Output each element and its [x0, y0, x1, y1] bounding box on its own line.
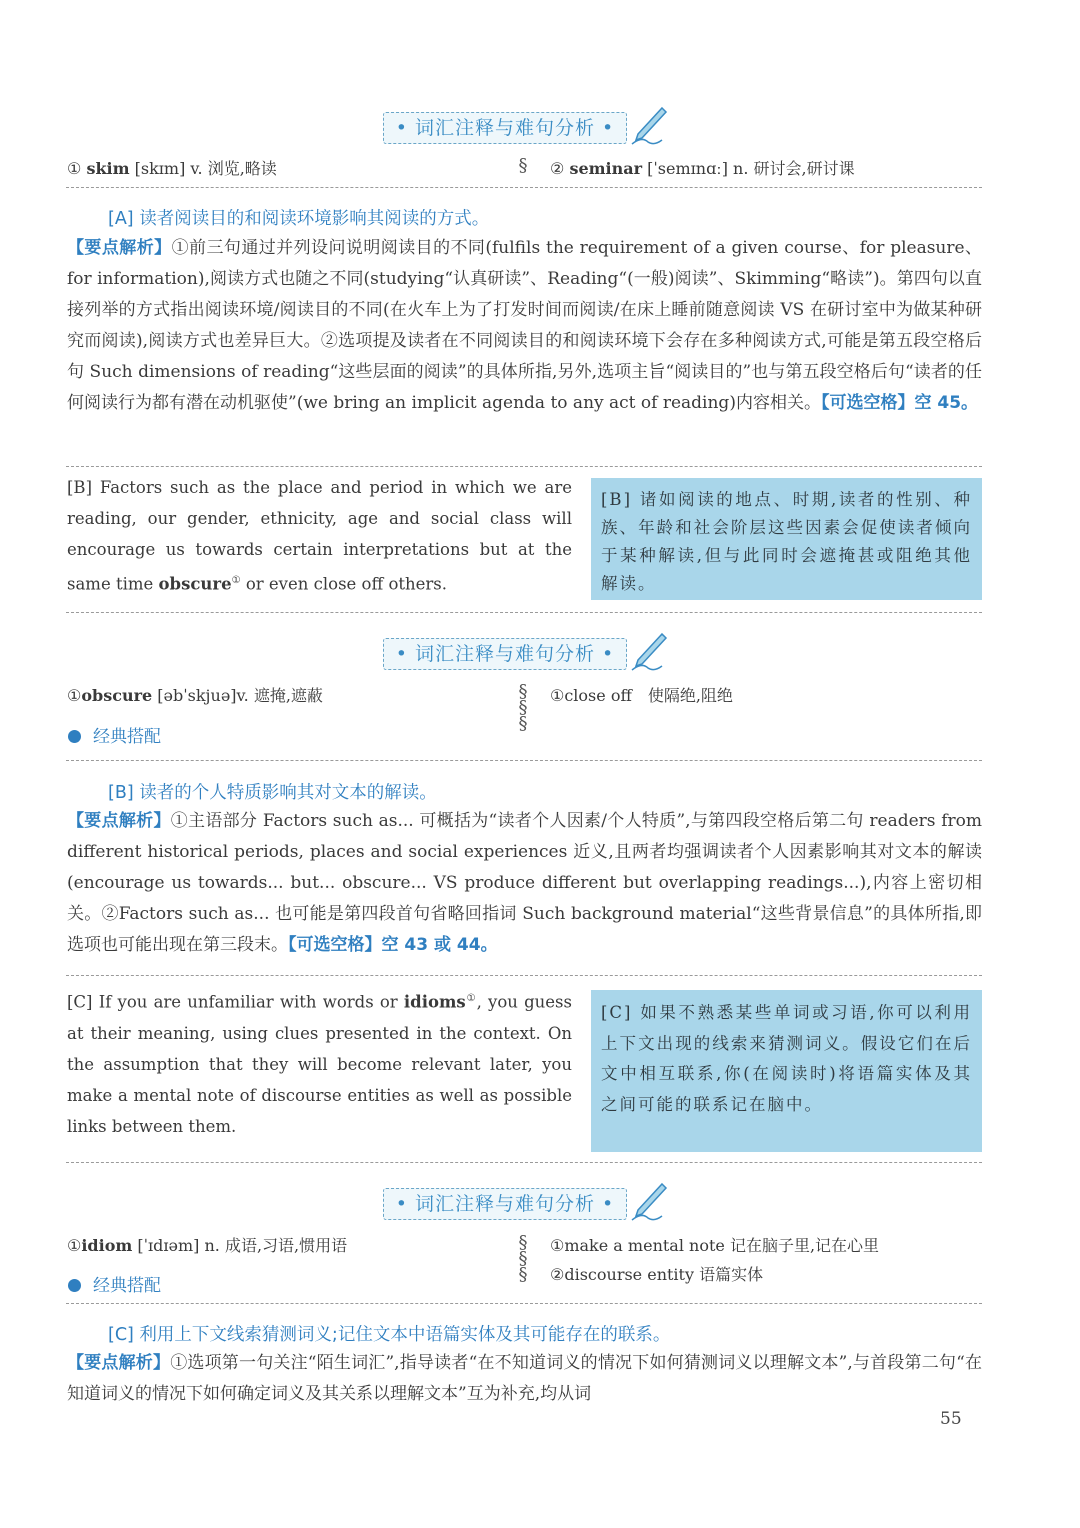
- squiggle-divider: § § §: [518, 1232, 528, 1285]
- analysis-b: [67, 806, 982, 961]
- vocab-header: [0, 106, 1080, 150]
- pen-icon: [628, 106, 668, 148]
- vocab-item-obscure: ①obscure [əbˈskjuə]v. 遮掩,遮蔽: [67, 686, 323, 705]
- bullet-icon: [68, 730, 81, 743]
- page-number: 55: [940, 1409, 962, 1429]
- section-title-a: [A] 读者阅读目的和阅读环境影响其阅读的方式。: [108, 209, 490, 229]
- analysis-body: ①主语部分 Factors such as... 可概括为“读者个人因素/个人特质”,与第四段空格后第二句 readers from different historical periods, places and social experiences 近义,且两者均强调读者个人因素影响其对文本的解读(encourage us towards... but... obscure... VS produce different but overlapping readings...),内容上密切相关。②Factors such as... 也可能是第四段首句省略回指词 Such background material“这些背景信息”的具体所指,即选项也可能出现在第三段末。: [67, 811, 983, 955]
- vocab-item-seminar: ② seminar [ˈsemɪnɑː] n. 研讨会,研讨课: [550, 159, 855, 178]
- option-b-translation: [B] 诸如阅读的地点、时期,读者的性别、种族、年龄和社会阶层这些因素会促使读者倾向于某种解读,但与此同时会遮掩甚或阻绝其他解读。: [591, 478, 982, 600]
- dotted-divider: [66, 760, 982, 761]
- vocab-header: [0, 632, 1080, 676]
- vocab-item-skim: ① skim [skɪm] v. 浏览,略读: [67, 159, 277, 178]
- section-title-c: [C] 利用上下文线索猜测词义;记住文本中语篇实体及其可能存在的联系。: [108, 1325, 671, 1345]
- analysis-c: [67, 1348, 982, 1410]
- dotted-divider: [66, 466, 982, 467]
- vocab-item-idiom: ①idiom [ˈɪdɪəm] n. 成语,习语,惯用语: [67, 1236, 348, 1255]
- pen-icon: [628, 632, 668, 674]
- analysis-body: ①选项第一句关注“陌生词汇”,指导读者“在不知道词义的情况下如何猜测词义以理解文本”,与首段第二句“在知道词义的情况下如何确定词义及其关系以理解文本”互为补充,均从词: [67, 1353, 982, 1404]
- bullet-icon: [68, 1279, 81, 1292]
- collocation-mental-note: ①make a mental note 记在脑子里,记在心里: [550, 1236, 880, 1255]
- vocab-header-label: • 词汇注释与难句分析 •: [383, 112, 627, 144]
- analysis-body: ①前三句通过并列设问说明阅读目的不同(fulfils the requirement of a given course、for pleasure、for information),阅读方式也随之不同(studying“认真研读”、Reading“(一般)阅读”、Skimming“略读”)。第四句以直接列举的方式指出阅读环境/阅读目的不同(在火车上为了打发时间而阅读/在床上睡前随意阅读 VS 在研讨室中为做某种研究而阅读),阅读方式也差异巨大。②选项提及读者在不同阅读目的和阅读环境下会存在多种阅读方式,可能是第五段空格后句 Such dimensions of reading“这些层面的阅读”的具体所指,另外,选项主旨“阅读目的”也与第五段空格后句“读者的任何阅读行为都有潜在动机驱使”(we bring an implicit agenda to any act of reading)内容相关。: [67, 238, 982, 413]
- analysis-tag: 【要点解析】: [67, 811, 171, 831]
- dotted-divider: [66, 612, 982, 613]
- collocation-close-off: ①close off 使隔绝,阻绝: [550, 686, 733, 705]
- dotted-divider: [66, 187, 982, 188]
- squiggle-divider: §: [518, 155, 528, 176]
- classic-collocation-label: 经典搭配: [68, 1271, 161, 1296]
- analysis-a: [67, 233, 982, 419]
- vocab-header: [0, 1182, 1080, 1226]
- squiggle-divider: § § §: [518, 681, 528, 734]
- selectable-blank: 【可选空格】空 45。: [820, 393, 979, 413]
- selectable-blank: 【可选空格】空 43 或 44。: [288, 935, 498, 955]
- vocab-header-label: • 词汇注释与难句分析 •: [383, 1188, 627, 1220]
- pen-icon: [628, 1182, 668, 1224]
- dotted-divider: [66, 1303, 982, 1304]
- option-c-english: [C] If you are unfamiliar with words or idioms①, you guess at their meaning, using clues presented in the context. On the assumption that they will become relevant later, you make a mental note of discourse entities as well as possible links between them.: [67, 992, 572, 1136]
- analysis-tag: 【要点解析】: [67, 238, 172, 258]
- option-c-translation: [C] 如果不熟悉某些单词或习语,你可以利用上下文出现的线索来猜测词义。假设它们在后文中相互联系,你(在阅读时)将语篇实体及其之间可能的联系记在脑中。: [591, 990, 982, 1152]
- collocation-discourse-entity: ②discourse entity 语篇实体: [550, 1265, 764, 1284]
- classic-collocation-label: 经典搭配: [68, 722, 161, 747]
- dotted-divider: [66, 975, 982, 976]
- option-b-english: [B] Factors such as the place and period in which we are reading, our gender, ethnicity, age and social class will encourage us towards certain interpretations but at the same time obscure① or even close off others.: [67, 478, 572, 594]
- vocab-header-label: • 词汇注释与难句分析 •: [383, 638, 627, 670]
- analysis-tag: 【要点解析】: [67, 1353, 171, 1373]
- dotted-divider: [66, 1162, 982, 1163]
- section-title-b: [B] 读者的个人特质影响其对文本的解读。: [108, 783, 437, 803]
